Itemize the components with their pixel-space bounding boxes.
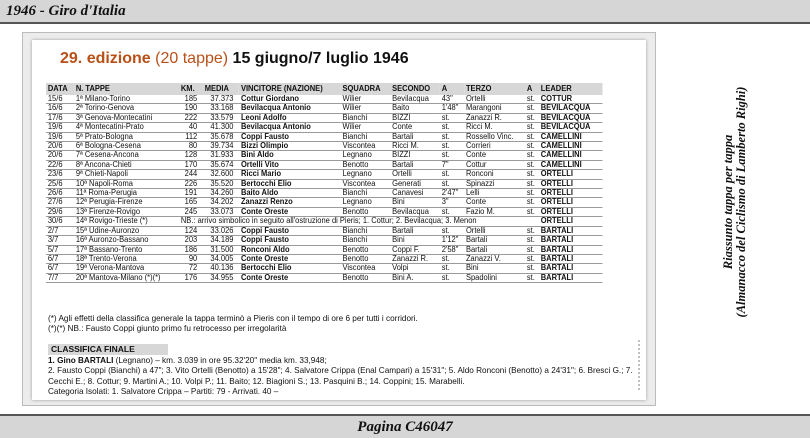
table-cell: Bevilacqua <box>390 207 440 216</box>
table-cell: CAMELLINI <box>539 142 603 151</box>
table-row <box>46 123 602 132</box>
table-cell: Ricci M. <box>464 123 525 132</box>
table-cell: 34.005 <box>203 254 239 263</box>
table-cell: st. <box>525 189 539 198</box>
table-cell: 31.933 <box>203 151 239 160</box>
table-cell: Ortelli <box>464 95 525 104</box>
column-header: KM. <box>179 83 203 95</box>
table-cell: Benotto <box>341 207 391 216</box>
table-cell: 7ª Cesena-Ancona <box>74 151 179 160</box>
table-cell: 17ª Bassano-Trento <box>74 245 179 254</box>
table-cell: Bertocchi Elio <box>239 179 341 188</box>
table-row <box>46 170 602 179</box>
table-cell: Bevilacqua Antonio <box>239 104 341 113</box>
table-cell: Ortelli <box>464 226 525 235</box>
table-cell: st. <box>525 142 539 151</box>
table-cell: Coppi Fausto <box>239 236 341 245</box>
table-cell: 190 <box>179 104 203 113</box>
table-cell: 33.073 <box>203 207 239 216</box>
table-cell: 40 <box>179 123 203 132</box>
table-cell: st. <box>525 198 539 207</box>
table-cell: Conte <box>390 123 440 132</box>
table-cell: Bartali <box>464 236 525 245</box>
column-header: TERZO <box>464 83 525 95</box>
table-cell: 16/6 <box>46 104 74 113</box>
table-cell: CAMELLINI <box>539 132 603 141</box>
table-cell: 30/6 <box>46 217 74 226</box>
table-cell: BARTALI <box>539 226 603 235</box>
table-cell: 6/7 <box>46 254 74 263</box>
table-cell: Conte <box>464 198 525 207</box>
table-cell: 16ª Auronzo-Bassano <box>74 236 179 245</box>
table-cell: 34.202 <box>203 198 239 207</box>
table-cell: st. <box>440 142 464 151</box>
table-row <box>46 104 602 113</box>
table-cell: st. <box>440 170 464 179</box>
table-cell: BARTALI <box>539 245 603 254</box>
column-header: VINCITORE (NAZIONE) <box>239 83 341 95</box>
table-cell: 1ª Milano-Torino <box>74 95 179 104</box>
table-cell: Baito Aldo <box>239 189 341 198</box>
table-cell: Conte Oreste <box>239 207 341 216</box>
table-cell: Conte <box>464 151 525 160</box>
table-cell: Zanazzi R. <box>464 113 525 122</box>
table-cell: BIZZI <box>390 113 440 122</box>
table-cell: st. <box>440 132 464 141</box>
table-cell: 40.136 <box>203 264 239 273</box>
table-cell: Baito <box>390 104 440 113</box>
table-cell: 2/7 <box>46 226 74 235</box>
table-cell: st. <box>440 151 464 160</box>
table-cell: Wilier <box>341 104 391 113</box>
table-cell: Bianchi <box>341 226 391 235</box>
table-cell: Legnano <box>341 151 391 160</box>
table-cell: st. <box>525 170 539 179</box>
table-cell: 26/6 <box>46 189 74 198</box>
table-cell: Bertocchi Elio <box>239 264 341 273</box>
table-row <box>46 273 602 282</box>
table-cell: 9ª Chieti-Napoli <box>74 170 179 179</box>
table-cell: st. <box>525 113 539 122</box>
table-cell: Spinazzi <box>464 179 525 188</box>
table-cell: BARTALI <box>539 254 603 263</box>
table-cell: Bianchi <box>341 236 391 245</box>
table-cell: Canavesi <box>390 189 440 198</box>
notes <box>48 314 638 334</box>
table-cell: Corrieri <box>464 142 525 151</box>
table-cell: BEVILACQUA <box>539 113 603 122</box>
table-row <box>46 198 602 207</box>
note-2: (*)(*) NB.: Fausto Coppi giunto primo fu retrocesso per irregolarità <box>48 324 287 334</box>
table-cell: 203 <box>179 236 203 245</box>
table-cell: Bianchi <box>341 189 391 198</box>
table-cell: 2'47" <box>440 189 464 198</box>
table-cell: Bianchi <box>341 113 391 122</box>
column-header: SQUADRA <box>341 83 391 95</box>
table-cell: 20/6 <box>46 142 74 151</box>
table-cell: Wilier <box>341 123 391 132</box>
table-cell: ORTELLI <box>539 207 603 216</box>
column-header: N. TAPPE <box>74 83 179 95</box>
table-cell: Rossello Vinc. <box>464 132 525 141</box>
winner-details: (Legnano) – km. 3.039 in ore 95.32'20" media km. 33,948; <box>113 356 327 365</box>
table-cell: Generati <box>390 179 440 188</box>
table-row <box>46 264 602 273</box>
header-title: 1946 - Giro d'Italia <box>6 3 126 19</box>
table-cell: 39.734 <box>203 142 239 151</box>
table-cell: st. <box>525 95 539 104</box>
table-cell: st. <box>525 179 539 188</box>
table-cell: Wilier <box>341 95 391 104</box>
table-cell: 1'12" <box>440 236 464 245</box>
scan-artifact <box>628 340 640 390</box>
table-cell: st. <box>525 207 539 216</box>
stages-table <box>46 83 602 283</box>
table-cell: 222 <box>179 113 203 122</box>
table-cell: ORTELLI <box>539 198 603 207</box>
table-cell: Marangoni <box>464 104 525 113</box>
table-cell: 37.373 <box>203 95 239 104</box>
table-cell: Benotto <box>341 273 391 282</box>
table-cell: 165 <box>179 198 203 207</box>
table-cell: Benotto <box>341 254 391 263</box>
table-cell: 5/7 <box>46 245 74 254</box>
table-cell: 13ª Firenze-Rovigo <box>74 207 179 216</box>
note-1: (*) Agli effetti della classifica generale la tappa terminò a Pieris con il tempo di ore 6 per tutti i corridori. <box>48 314 418 323</box>
table-cell: 41.300 <box>203 123 239 132</box>
table-cell: 226 <box>179 179 203 188</box>
table-cell: Lelli <box>464 189 525 198</box>
table-cell: 80 <box>179 142 203 151</box>
table-cell: 6/7 <box>46 264 74 273</box>
table-cell: st. <box>440 123 464 132</box>
table-cell: 12ª Perugia-Firenze <box>74 198 179 207</box>
table-cell: st. <box>440 264 464 273</box>
table-cell: 128 <box>179 151 203 160</box>
table-cell: Ortelli <box>390 170 440 179</box>
table-cell: 8ª Ancona-Chieti <box>74 160 179 169</box>
table-cell: st. <box>440 273 464 282</box>
table-cell: Leoni Adolfo <box>239 113 341 122</box>
column-header: A <box>440 83 464 95</box>
table-cell: Zanazzi R. <box>390 254 440 263</box>
table-cell: Viscontea <box>341 264 391 273</box>
table-cell: Viscontea <box>341 142 391 151</box>
classifica-body <box>48 356 638 397</box>
table-cell: BIZZI <box>390 151 440 160</box>
table-cell: 90 <box>179 254 203 263</box>
classifica-first <box>48 356 638 366</box>
table-cell: 34.955 <box>203 273 239 282</box>
table-cell: Fazio M. <box>464 207 525 216</box>
table-cell: 1'48" <box>440 104 464 113</box>
table-cell: 191 <box>179 189 203 198</box>
table-cell: st. <box>440 113 464 122</box>
table-cell: Ricci M. <box>390 142 440 151</box>
column-header: A <box>525 83 539 95</box>
table-cell: 186 <box>179 245 203 254</box>
table-cell: 18ª Trento-Verona <box>74 254 179 263</box>
table-cell: ORTELLI <box>539 189 603 198</box>
table-cell: BARTALI <box>539 264 603 273</box>
categoria-isolati: Categoria Isolati: 1. Salvatore Crippa – Partiti: 79 - Arrivati. 40 – <box>48 386 279 396</box>
classifica-heading: CLASSIFICA FINALE <box>48 344 168 355</box>
table-cell: st. <box>525 254 539 263</box>
table-cell: 34.260 <box>203 189 239 198</box>
column-header: MEDIA <box>203 83 239 95</box>
table-cell: Bartali <box>390 132 440 141</box>
table-cell: Viscontea <box>341 179 391 188</box>
table-cell: 19/6 <box>46 123 74 132</box>
table-cell: ORTELLI <box>539 217 603 226</box>
table-cell: st. <box>525 104 539 113</box>
table-cell: Conte Oreste <box>239 254 341 263</box>
table-cell: Zanazzi Renzo <box>239 198 341 207</box>
table-body <box>46 95 602 283</box>
table-cell: 72 <box>179 264 203 273</box>
page-number: Pagina C46047 <box>357 419 453 435</box>
table-cell: st. <box>440 226 464 235</box>
table-cell: 245 <box>179 207 203 216</box>
table-cell: 244 <box>179 170 203 179</box>
table-cell: 7" <box>440 160 464 169</box>
table-cell: st. <box>440 254 464 263</box>
table-cell: 34.189 <box>203 236 239 245</box>
table-cell: 33.579 <box>203 113 239 122</box>
table-cell: Bizzi Olimpio <box>239 142 341 151</box>
table-cell: Bini <box>464 264 525 273</box>
table-cell: 23/6 <box>46 170 74 179</box>
table-row <box>46 151 602 160</box>
column-header: LEADER <box>539 83 603 95</box>
table-cell: 5ª Prato-Bologna <box>74 132 179 141</box>
table-cell: 31.500 <box>203 245 239 254</box>
table-cell: Bartali <box>390 226 440 235</box>
table-cell: BARTALI <box>539 273 603 282</box>
table-row <box>46 236 602 245</box>
document-title <box>60 50 409 68</box>
table-row <box>46 217 602 226</box>
footer-bar <box>0 414 810 438</box>
table-cell: Bevilacqua Antonio <box>239 123 341 132</box>
table-cell: 3/7 <box>46 236 74 245</box>
table-cell: 43" <box>440 95 464 104</box>
table-cell: st. <box>525 264 539 273</box>
stages-count: (20 tappe) <box>155 50 229 67</box>
table-cell: st. <box>525 160 539 169</box>
edition-label: 29. edizione <box>60 50 151 67</box>
column-header: DATA <box>46 83 74 95</box>
table-cell: Ricci Mario <box>239 170 341 179</box>
table-cell: 29/6 <box>46 207 74 216</box>
table-cell: 185 <box>179 95 203 104</box>
table-cell: Bartali <box>390 160 440 169</box>
table-cell: 2'58" <box>440 245 464 254</box>
table-cell: Legnano <box>341 198 391 207</box>
table-cell: st. <box>440 179 464 188</box>
table-cell: Coppi F. <box>390 245 440 254</box>
table-cell: Bianchi <box>341 132 391 141</box>
table-cell: Bini <box>390 236 440 245</box>
table-cell: Bartali <box>464 245 525 254</box>
table-cell: Benotto <box>341 160 391 169</box>
table-cell: Zanazzi V. <box>464 254 525 263</box>
table-cell: 22/6 <box>46 160 74 169</box>
table-cell: 35.674 <box>203 160 239 169</box>
side-caption-line2: (Almanacco del Ciclismo di Lamberto Righi) <box>734 86 748 318</box>
column-header: SECONDO <box>390 83 440 95</box>
table-cell: 15ª Udine-Auronzo <box>74 226 179 235</box>
table-cell: st. <box>525 226 539 235</box>
table-cell: 3ª Genova-Montecatini <box>74 113 179 122</box>
table-cell: 32.600 <box>203 170 239 179</box>
table-cell: NB.: arrivo simbolico in seguito all'ostruzione di Pieris; 1. Cottur; 2. Bevilacqua; 3. Menon <box>179 217 539 226</box>
table-cell: Coppi Fausto <box>239 226 341 235</box>
table-cell: 33.168 <box>203 104 239 113</box>
table-cell: BEVILACQUA <box>539 123 603 132</box>
table-cell: 14ª Rovigo-Trieste (*) <box>74 217 179 226</box>
table-cell: ORTELLI <box>539 170 603 179</box>
table-cell: st. <box>525 123 539 132</box>
table-cell: Ronconi Aldo <box>239 245 341 254</box>
table-cell: COTTUR <box>539 95 603 104</box>
table-cell: st. <box>440 207 464 216</box>
table-cell: 7/7 <box>46 273 74 282</box>
table-cell: 20/6 <box>46 151 74 160</box>
table-cell: Spadolini <box>464 273 525 282</box>
table-cell: 35.520 <box>203 179 239 188</box>
table-cell: Conte Oreste <box>239 273 341 282</box>
table-cell: 25/6 <box>46 179 74 188</box>
table-cell: st. <box>525 245 539 254</box>
table-cell: 112 <box>179 132 203 141</box>
table-cell: BARTALI <box>539 236 603 245</box>
table-cell: 19ª Verona-Mantova <box>74 264 179 273</box>
table-cell: st. <box>525 236 539 245</box>
classifica-rest: 2. Fausto Coppi (Bianchi) a 47"; 3. Vito Ortelli (Benotto) a 15'28"; 4. Salvatore Crippa (Enal Campari) a 15'31"; 5. Aldo Ronconi (Benotto) a 24'31"; 6. Bresci G.; 7. Cecchi E.; 8. Cottur; 9. Martini A.; 10. Volpi P.; 11. Baito; 12. Biagioni S.; 13. Pasquini B.; 14. Coppini; 15. Marabelli. <box>48 366 633 386</box>
table-cell: st. <box>525 151 539 160</box>
table-cell: 124 <box>179 226 203 235</box>
table-cell: 4ª Montecatini-Prato <box>74 123 179 132</box>
table-cell: 10ª Napoli-Roma <box>74 179 179 188</box>
table-cell: Bini <box>390 198 440 207</box>
table-cell: 11ª Roma-Perugia <box>74 189 179 198</box>
table-cell: Ortelli Vito <box>239 160 341 169</box>
table-cell: Bevilacqua <box>390 95 440 104</box>
table-cell: st. <box>525 273 539 282</box>
table-cell: 20ª Mantova-Milano (*)(*) <box>74 273 179 282</box>
table-cell: Bini Aldo <box>239 151 341 160</box>
side-caption-text <box>722 87 748 318</box>
table-cell: 3" <box>440 198 464 207</box>
table-row <box>46 245 602 254</box>
table-cell: 19/6 <box>46 132 74 141</box>
table-cell: 17/6 <box>46 113 74 122</box>
table-cell: Benotto <box>341 245 391 254</box>
table-cell: 176 <box>179 273 203 282</box>
table-cell: 27/6 <box>46 198 74 207</box>
table-cell: Volpi <box>390 264 440 273</box>
winner-name: 1. Gino BARTALI <box>48 356 114 365</box>
table-cell: Ronconi <box>464 170 525 179</box>
race-dates: 15 giugno/7 luglio 1946 <box>232 50 409 67</box>
table-cell: 170 <box>179 160 203 169</box>
scanned-document <box>32 40 646 400</box>
table-cell: ORTELLI <box>539 179 603 188</box>
table-cell: 15/6 <box>46 95 74 104</box>
table-cell: Cottur <box>464 160 525 169</box>
table-cell: Cottur Giordano <box>239 95 341 104</box>
table-cell: BEVILACQUA <box>539 104 603 113</box>
header-bar <box>0 0 810 24</box>
table-cell: Coppi Fausto <box>239 132 341 141</box>
table-cell: Bini A. <box>390 273 440 282</box>
table-row <box>46 160 602 169</box>
table-cell: 35.678 <box>203 132 239 141</box>
table-cell: 33.026 <box>203 226 239 235</box>
table-cell: 6ª Bologna-Cesena <box>74 142 179 151</box>
side-caption-line1: Riassunto tappa per tappa <box>721 134 735 270</box>
table-cell: CAMELLINI <box>539 151 603 160</box>
side-caption <box>700 52 770 352</box>
table-cell: CAMELLINI <box>539 160 603 169</box>
table-cell: st. <box>525 132 539 141</box>
table-cell: Legnano <box>341 170 391 179</box>
table-cell: 2ª Torino-Genova <box>74 104 179 113</box>
